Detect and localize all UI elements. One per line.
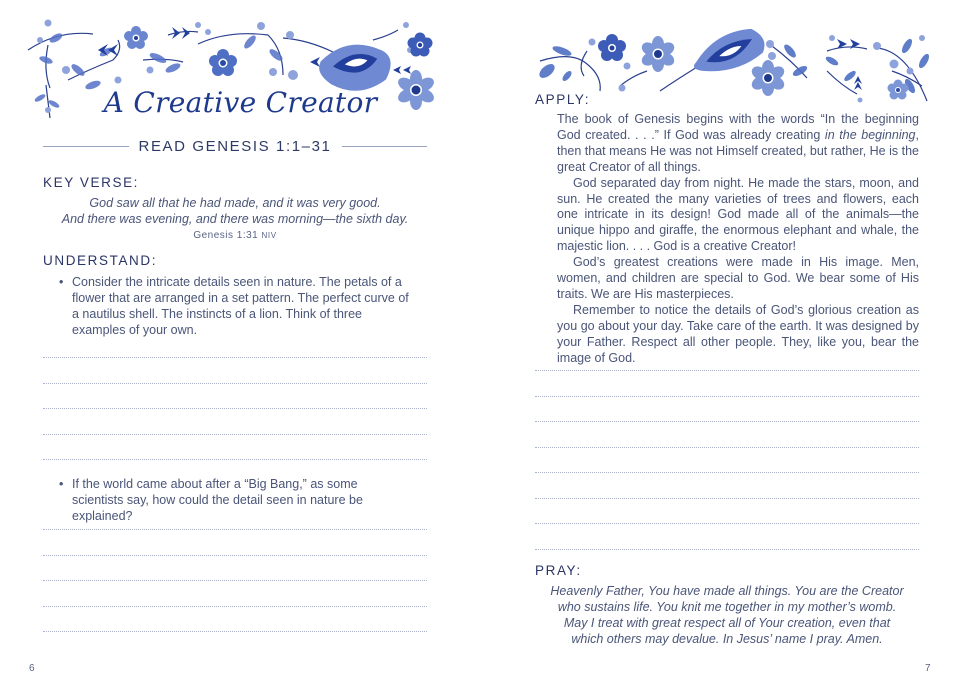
apply-body xyxy=(557,112,919,367)
apply-paragraph xyxy=(557,112,919,176)
answer-lines-apply[interactable] xyxy=(535,370,919,550)
emphasis-text: in the beginning xyxy=(824,127,916,142)
apply-paragraph: God’s greatest creations were made in His image. Men, women, and children are special to God. We bear some of His traits. We are His masterpieces. xyxy=(557,255,919,301)
bullet-icon: • xyxy=(59,477,64,491)
apply-paragraph: God separated day from night. He made the stars, moon, and sun. He created the many varieties of trees and flowers, each one intricate in its design! God made all of the animals—the unique hippo and giraffe, the enormous elephant and whale, the majestic lion. . . . God is a creative Creator! xyxy=(557,175,919,254)
answer-lines-2[interactable] xyxy=(43,529,427,639)
answer-line[interactable] xyxy=(43,408,427,409)
answer-line[interactable] xyxy=(43,357,427,358)
page-title: A Creative Creator xyxy=(103,86,378,119)
answer-line[interactable] xyxy=(535,523,919,524)
prayer-text xyxy=(535,584,919,648)
prayer-line: Heavenly Father, You have made all things. You are the Creator xyxy=(550,584,904,598)
answer-lines-1[interactable] xyxy=(43,357,427,467)
pray-heading: PRAY: xyxy=(535,563,582,578)
answer-line[interactable] xyxy=(43,555,427,556)
answer-line[interactable] xyxy=(535,472,919,473)
answer-line[interactable] xyxy=(43,434,427,435)
floral-border-icon xyxy=(532,16,932,106)
page-number: 6 xyxy=(29,663,35,674)
prayer-line: who sustains life. You knit me together in my mother’s womb. xyxy=(557,599,897,614)
answer-line[interactable] xyxy=(535,396,919,397)
apply-paragraph: Remember to notice the details of God’s glorious creation as you go about your day. Take care of the earth. It was designed by your Father. Respect all other people. They, like you, bear the image of God. xyxy=(557,302,919,365)
verse-version: NIV xyxy=(261,231,277,240)
verse-reference-book: Genesis 1:31 xyxy=(193,230,259,241)
key-verse xyxy=(43,195,427,244)
bullet-icon: • xyxy=(59,275,64,289)
question-2 xyxy=(59,476,409,524)
text-run: The book of Genesis begins with the words “In the beginning God created. . . .” If God was already creating xyxy=(557,112,919,142)
question-text: Consider the intricate details seen in nature. The petals of a flower that are arranged in a set pattern. The perfect curve of a nautilus shell. The instincts of a lion. Think of three examples of your own. xyxy=(72,275,409,337)
understand-heading: UNDERSTAND: xyxy=(43,253,158,268)
prayer-line: May I treat with great respect all of Your creation, even that xyxy=(563,615,891,630)
question-1 xyxy=(59,274,409,338)
answer-line[interactable] xyxy=(535,370,919,371)
key-verse-heading: KEY VERSE: xyxy=(43,175,140,190)
answer-line[interactable] xyxy=(43,383,427,384)
divider-rule xyxy=(342,146,428,147)
answer-line[interactable] xyxy=(43,459,427,460)
answer-line[interactable] xyxy=(43,529,427,530)
verse-reference xyxy=(43,228,427,244)
divider-rule xyxy=(43,146,129,147)
answer-line[interactable] xyxy=(43,580,427,581)
answer-line[interactable] xyxy=(43,631,427,632)
reading-assignment xyxy=(43,136,427,156)
answer-line[interactable] xyxy=(535,447,919,448)
answer-line[interactable] xyxy=(535,498,919,499)
verse-line: God saw all that he had made, and it was very good. xyxy=(89,196,381,210)
answer-line[interactable] xyxy=(535,421,919,422)
question-text: If the world came about after a “Big Bang,” as some scientists say, how could the detail seen in nature be explained? xyxy=(72,477,363,523)
verse-line: And there was evening, and there was morning—the sixth day. xyxy=(61,212,409,226)
apply-heading: APPLY: xyxy=(535,92,591,107)
answer-line[interactable] xyxy=(535,549,919,550)
prayer-line: which others may devalue. In Jesus’ name I pray. Amen. xyxy=(571,631,883,646)
page-number: 7 xyxy=(925,663,931,674)
answer-line[interactable] xyxy=(43,606,427,607)
text-run: , then that means He was not Himself created, but rather, He is the great Creator of all things. xyxy=(557,127,919,174)
reading-label: READ GENESIS 1:1–31 xyxy=(138,137,332,155)
